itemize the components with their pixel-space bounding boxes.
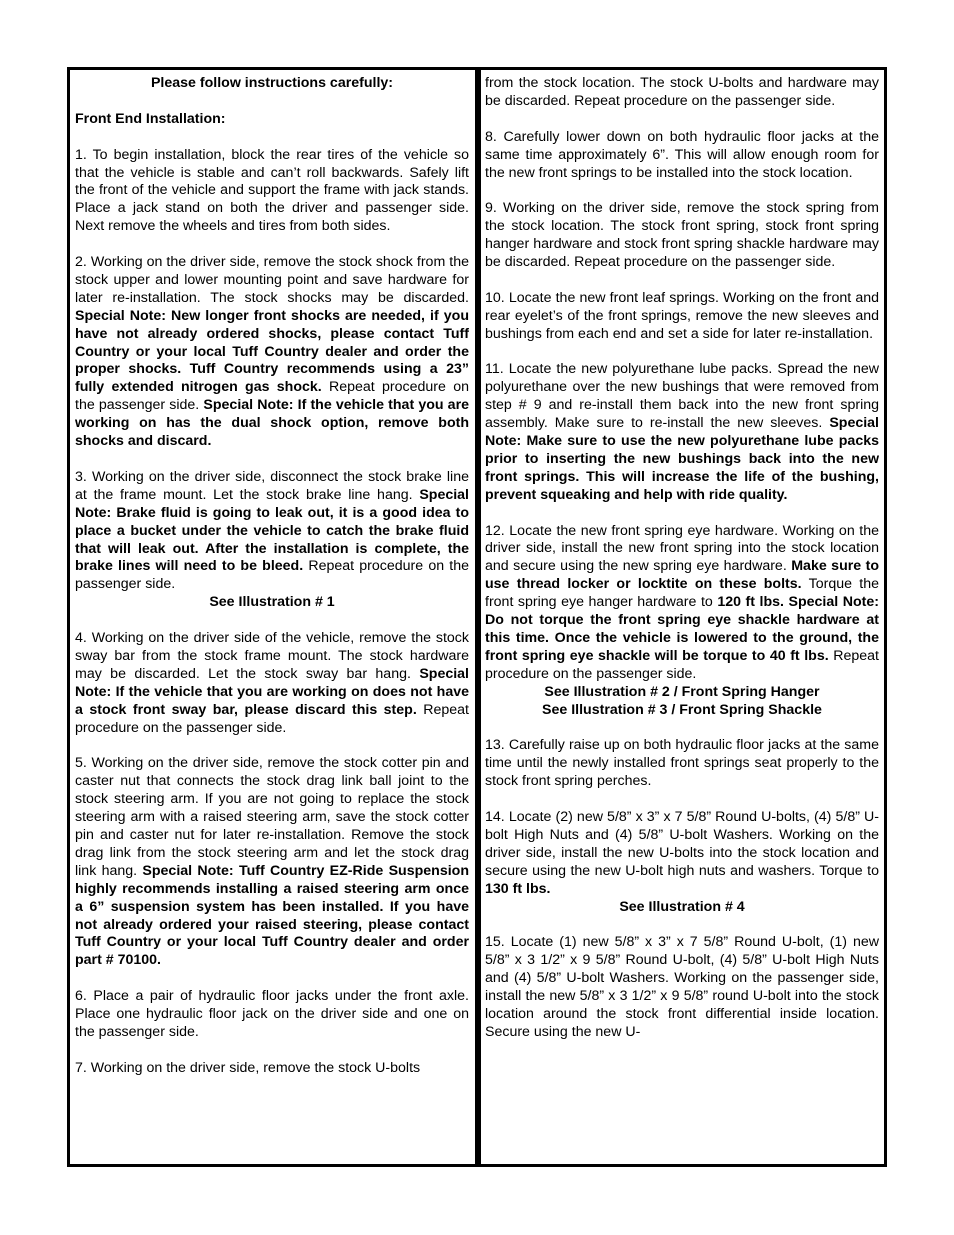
step-12: 12. Locate the new front spring eye hardware. Working on the driver side, install the new front spring into the stock location and secure using the new spring eye hardware. Make sure to use thread locker or locktite on these bolts. Torque the front spring eye hanger hardware to 120 ft lbs. Special Note: Do not torque the front spring eye shackle hardware at this time. Once the vehicle is lowered to the ground, the front spring eye shackle will be torque to 40 ft lbs. Repeat procedure on the passenger side. (485, 522, 880, 682)
step-14: 14. Locate (2) new 5/8” x 3” x 7 5/8” Round U-bolts, (4) 5/8” U-bolt High Nuts and (4) 5/8” U-bolt Washers. Working on the driver side, install the new U-bolts into the stock location and secure using the new U-bolt high nuts and washers. Torque to 130 ft lbs. (485, 809, 879, 897)
illustration-ref-3: See Illustration # 3 / Front Spring Shackle (542, 701, 822, 718)
step-11: 11. Locate the new polyurethane lube packs. Spread the new polyurethane over the new bushings that were removed from step # 9 and re-install them back into the new front spring assembly. Make sure to re-install the new sleeves. Special Note: Make sure to use the new polyurethane lube packs prior to inserting the new bushings back into the new front springs. This will increase the life of the bushing, prevent squeaking and help with ride quality. (485, 361, 879, 503)
step-2: 2. Working on the driver side, remove the stock shock from the stock upper and lower mounting point and save hardware for later re-installation. The stock shocks may be discarded. Special Note: New longer front shocks are needed, if you have not already ordered shocks, please contact Tuff Country or your local Tuff Country dealer and order the proper shocks. Tuff Country recommends using a 23” fully extended nitrogen gas shock. Repeat procedure on the passenger side. Special Note: If the vehicle that you are working on has the dual shock option, remove both shocks and discard. (75, 254, 469, 450)
illustration-ref-1: See Illustration # 1 (209, 594, 335, 611)
illustration-ref-4: See Illustration # 4 (619, 898, 745, 915)
step-6: 6. Place a pair of hydraulic floor jacks under the front axle. Place one hydraulic floor jack on the driver side and one on the passenger side. (75, 988, 469, 1040)
step-15: 15. Locate (1) new 5/8” x 3” x 7 5/8” Round U-bolt, (1) new 5/8” x 3 1/2” x 9 5/8” Round U-bolt, (4) 5/8” U-bolt High Nuts and (4) 5/8” U-bolt Washers. Working on the passenger side, install the new 5/8” x 3 1/2” x 9 5/8” round U-bolt into the stock location around the stock front differential inside location. Secure using the new U- (485, 934, 879, 1040)
step-10: 10. Locate the new front leaf springs. Working on the front and rear eyelet’s of the front springs, remove the new sleeves and bushings from each end and set a side for later re-installation. (485, 289, 879, 342)
step-3: 3. Working on the driver side, disconnect the stock brake line at the frame mount. Let the stock brake line hang. Special Note: Brake fluid is going to leak out, it is a good idea to place a bucket under the vehicle to catch the brake fluid that will leak out. After the installation is complete, the brake lines will need to be bleed. Repeat procedure on the passenger side. (75, 468, 469, 593)
step-8: 8. Carefully lower down on both hydraulic floor jacks at the same time approximately 6”. This will allow enough room for the new front springs to be installed into the stock location. (485, 128, 879, 181)
step-5: 5. Working on the driver side, remove the stock cotter pin and caster nut that connects the stock drag link ball joint to the stock steering arm. If you are not going to replace the stock steering arm with a raised steering arm, save the stock cotter pin and caster nut for later re-installation. Remove the stock drag link from the stock steering arm and let the stock drag link hang. Special Note: Tuff Country EZ-Ride Suspension highly recommends installing a raised steering arm once a 6” suspension system has been installed. If you have not already ordered your raised steering, please contact Tuff Country or your local Tuff Country dealer and order part # 70100. (75, 755, 469, 969)
step-7-continued: from the stock location. The stock U-bolts and hardware may be discarded. Repeat procedure on the passenger side. (485, 75, 879, 109)
step-4: 4. Working on the driver side of the vehicle, remove the stock sway bar from the stock frame mount. The stock hardware may be discarded. Let the stock sway bar hang. Special Note: If the vehicle that you are working on does not have a stock front sway bar, please discard this step. Repeat procedure on the passenger side. (75, 630, 469, 736)
right-column (485, 75, 879, 1042)
step-13: 13. Carefully raise up on both hydraulic floor jacks at the same time until the newly installed front springs seat properly to the stock front spring perches. (485, 737, 879, 790)
page-heading: Please follow instructions carefully: (150, 75, 394, 91)
column-divider (475, 67, 481, 1167)
step-9: 9. Working on the driver side, remove the stock spring from the stock location. The stock front spring, stock front spring hanger hardware and stock front spring shackle hardware may be discarded. Repeat procedure on the passenger side. (485, 200, 879, 271)
step-1: 1. To begin installation, block the rear tires of the vehicle so that the vehicle is stable and can’t roll backwards. Safely lift the front of the vehicle and support the frame with jack stands. Place a jack stand on both the driver and passenger side. Next remove the wheels and tires from both sides. (75, 146, 469, 235)
section-title: Front End Installation: (75, 110, 226, 127)
left-column (75, 75, 469, 1078)
step-7: 7. Working on the driver side, remove the stock U-bolts (75, 1059, 421, 1076)
illustration-ref-2: See Illustration # 2 / Front Spring Hanger (544, 683, 820, 700)
